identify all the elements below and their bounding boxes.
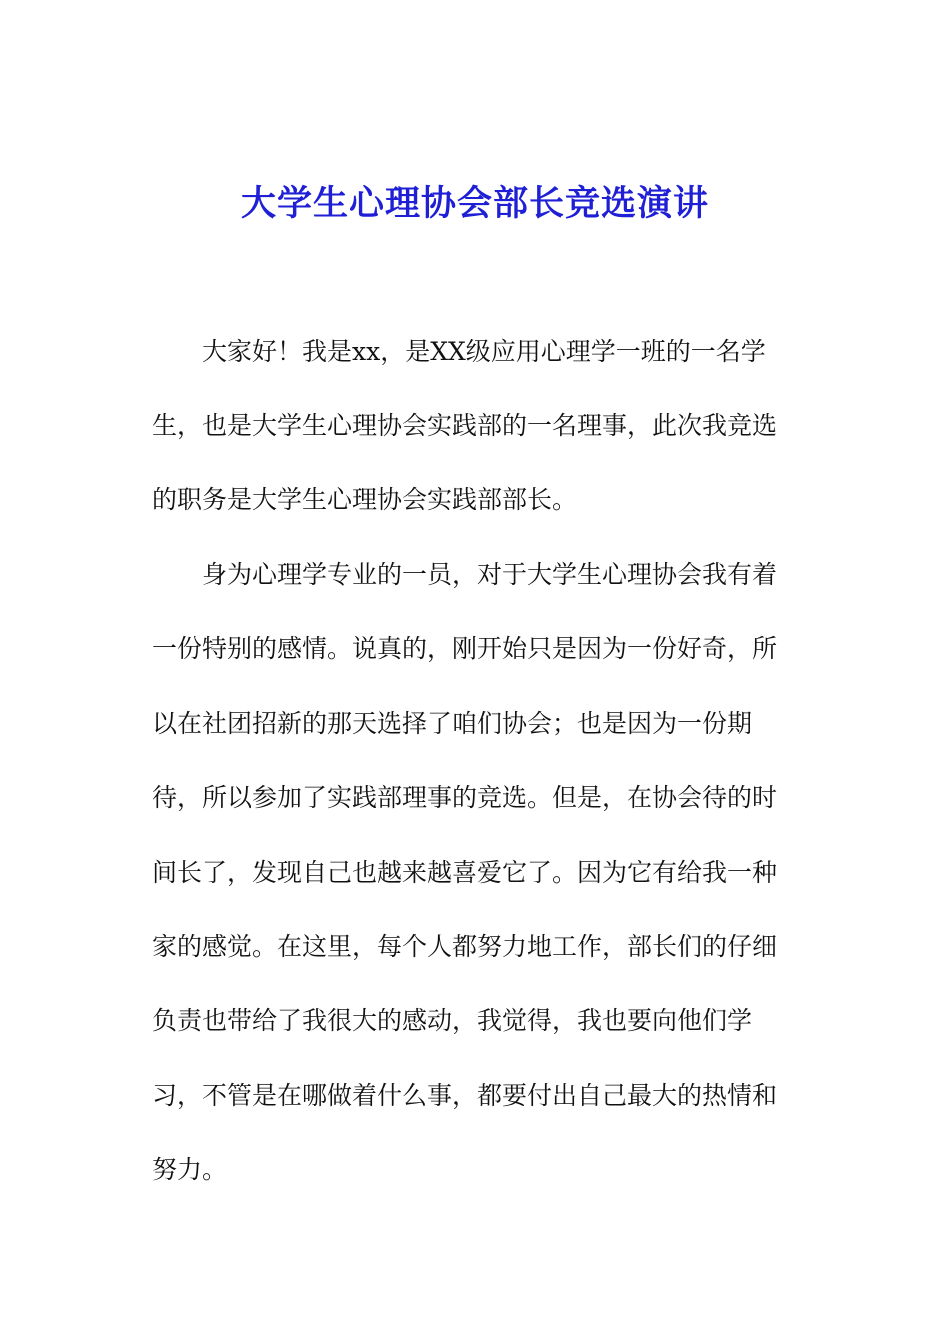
paragraph-2-line-1: 身为心理学专业的一员，对于大学生心理协会我有着	[202, 560, 778, 589]
paragraph-2-line-9: 努力。	[152, 1155, 228, 1184]
paragraph-2-line-6: 家的感觉。在这里，每个人都努力地工作，部长们的仔细	[152, 932, 778, 961]
paragraph-1-line-1: 大家好！我是xx，是XX级应用心理学一班的一名学	[202, 337, 766, 366]
paragraph-2-line-2: 一份特别的感情。说真的，刚开始只是因为一份好奇，所	[152, 634, 778, 663]
paragraph-2-line-7: 负责也带给了我很大的感动，我觉得，我也要向他们学	[152, 1006, 753, 1035]
paragraph-2-line-5: 间长了，发现自己也越来越喜爱它了。因为它有给我一种	[152, 858, 778, 887]
paragraph-2-line-4: 待，所以参加了实践部理事的竞选。但是，在协会待的时	[152, 783, 778, 812]
paragraph-1-line-3: 的职务是大学生心理协会实践部部长。	[152, 485, 578, 514]
paragraph-2-line-3: 以在社团招新的那天选择了咱们协会；也是因为一份期	[152, 709, 753, 738]
paragraph-2-line-8: 习，不管是在哪做着什么事，都要付出自己最大的热情和	[152, 1081, 778, 1110]
paragraph-1-line-2: 生，也是大学生心理协会实践部的一名理事，此次我竞选	[152, 411, 778, 440]
document-title: 大学生心理协会部长竞选演讲	[240, 183, 709, 224]
